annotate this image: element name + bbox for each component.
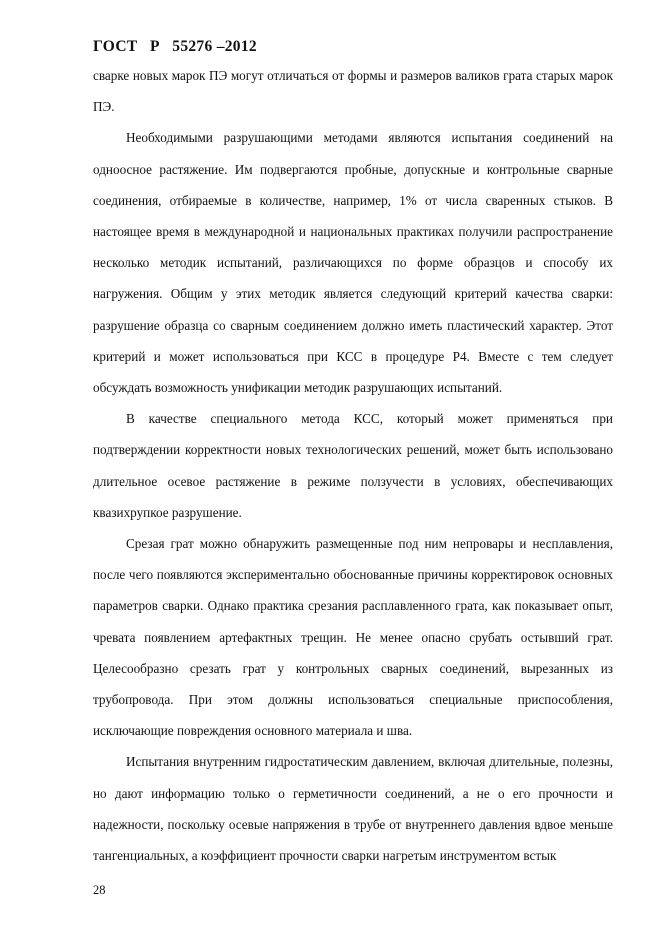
page-number: 28 — [93, 883, 106, 897]
paragraph-hydrostatic-tests: Испытания внутренним гидростатическим давлением, включая длительные, полезны, но дают информацию только о герметичности соединений, а не о его прочности и надежности, поскольку осевые напряжения в трубе от внутреннего давления вдвое меньше тангенциальных, а коэффициент прочности сварки нагретым инструментом встык — [93, 754, 613, 864]
paragraph-destructive-methods: Необходимыми разрушающими методами являются испытания соединений на одноосное растяжение. Им подвергаются пробные, допускные и контрольные сварные соединения, отбираемые в количестве, например, 1% от числа сваренных стыков. В настоящее время в международной и национальных практиках получили распространение несколько методик испытаний, различающихся по форме образцов и способу их нагружения. Общим у этих методик является следующий критерий качества сварки: разрушение образца со сварным соединением должно иметь пластический характер. Этот критерий и может использоваться при КСС в процедуре Р4. Вместе с тем следует обсуждать возможность унификации методик разрушающих испытаний. — [93, 130, 613, 396]
document-body — [93, 60, 613, 871]
paragraph-special-method: В качестве специального метода КСС, который может применяться при подтверждении корректности новых технологических решений, может быть использовано длительное осевое растяжение в режиме ползучести в условиях, обеспечивающих квазихрупкое разрушение. — [93, 411, 613, 520]
document-header-title: ГОСТ Р 55276 –2012 — [93, 38, 257, 55]
paragraph-grat-removal: Срезая грат можно обнаружить размещенные под ним непровары и несплавления, после чего появляются экспериментально обоснованные причины корректировок основных параметров сварки. Однако практика срезания расплавленного грата, как показывает опыт, чревата появлением артефактных трещин. Не менее опасно срубать остывший грат. Целесообразно срезать грат у контрольных сварных соединений, вырезанных из трубопровода. При этом должны использоваться специальные приспособления, исключающие повреждения основного материала и шва. — [93, 536, 613, 739]
paragraph-continuation: сварке новых марок ПЭ могут отличаться от формы и размеров валиков грата старых марок ПЭ. — [93, 68, 613, 115]
